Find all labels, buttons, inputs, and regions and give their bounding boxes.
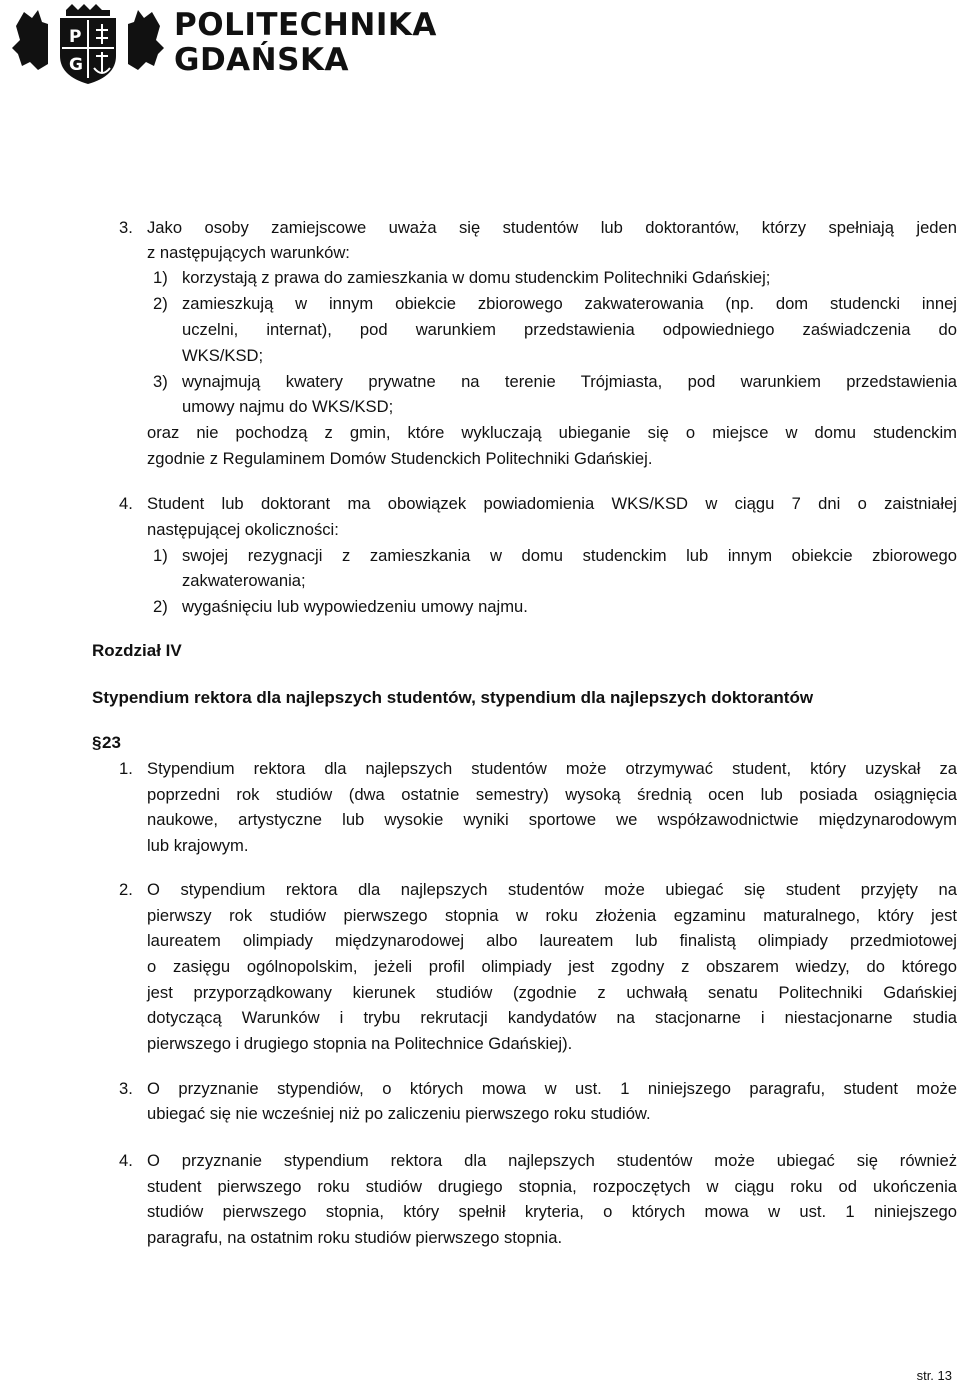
text-line: paragrafu, na ostatnim roku studiów pierwszego stopnia. [147, 1228, 563, 1247]
shield-letter-p: P [69, 27, 82, 47]
section-number: 3. [119, 218, 133, 237]
text-line: WKS/KSD; [182, 346, 264, 365]
text-line: student pierwszego roku studiów drugiego stopnia, rozpoczętych w ciągu roku od ukończenia [147, 1177, 957, 1196]
text-line: Stypendium rektora dla najlepszych studentów może otrzymywać student, który uzyskał za [147, 759, 957, 778]
text-line: z następujących warunków: [147, 243, 350, 262]
shield-letter-g: G [69, 55, 83, 75]
text-line: oraz nie pochodzą z gmin, które wykluczają ubieganie się o miejsce w domu studenckim [147, 423, 957, 442]
list-item-number: 2) [153, 597, 168, 616]
section-number: 2. [119, 880, 133, 899]
text-line: o zasięgu ogólnopolskim, jeżeli profil olimpiady jest zgodny z obszarem wiedzy, do którego [147, 957, 957, 976]
text-line: dotyczącą Warunków i trybu rekrutacji kandydatów na stacjonarne i niestacjonarne studia [147, 1008, 957, 1027]
text-line: poprzedni rok studiów (dwa ostatnie semestry) wysoką średnią ocen lub posiada osiągnięcia [147, 785, 957, 804]
text-line: O przyznanie stypendiów, o których mowa w ust. 1 niniejszego paragrafu, student może [147, 1079, 957, 1098]
paragraph-number: 23 [102, 733, 121, 752]
list-item-number: 2) [153, 294, 168, 313]
text-line: uczelni, internat), pod warunkiem przedstawienia odpowiedniego zaświadczenia do [182, 320, 957, 339]
section-number: 1. [119, 759, 133, 778]
text-line: jest przyporządkowany kierunek studiów (zgodnie z uchwałą senatu Politechniki Gdańskiej [147, 983, 957, 1002]
text-line: pierwszego i drugiego stopnia na Politechnice Gdańskiej). [147, 1034, 573, 1053]
text-line: wynajmują kwatery prywatne na terenie Trójmiasta, pod warunkiem przedstawienia [182, 372, 957, 391]
text-line: zgodnie z Regulaminem Domów Studenckich Politechniki Gdańskiej. [147, 449, 653, 468]
chapter-title: Stypendium rektora dla najlepszych studentów, stypendium dla najlepszych doktorantów [92, 688, 814, 707]
text-line: lub krajowym. [147, 836, 249, 855]
list-item-number: 3) [153, 372, 168, 391]
list-item-number: 1) [153, 546, 168, 565]
text-line: zakwaterowania; [182, 571, 306, 590]
text-line: następującej okoliczności: [147, 520, 339, 539]
section-sign-icon: § [92, 733, 102, 752]
text-line: swojej rezygnacji z zamieszkania w domu studenckim lub innym obiekcie zbiorowego [182, 546, 957, 565]
text-line: ubiegać się nie wcześniej niż po zaliczeniu pierwszego roku studiów. [147, 1104, 651, 1123]
text-line: naukowe, artystyczne lub wysokie wyniki sportowe we współzawodnictwie międzynarodowym [147, 810, 957, 829]
text-line: O przyznanie stypendium rektora dla najlepszych studentów może ubiegać się również [147, 1151, 957, 1170]
section-number: 4. [119, 1151, 133, 1170]
chapter-heading: Rozdział IV [92, 641, 182, 660]
text-line: Jako osoby zamiejscowe uważa się studentów lub doktorantów, którzy spełniają jeden [147, 218, 957, 237]
text-line: korzystają z prawa do zamieszkania w domu studenckim Politechniki Gdańskiej; [182, 268, 771, 287]
section-number: 4. [119, 494, 133, 513]
text-line: O stypendium rektora dla najlepszych studentów może ubiegać się student przyjęty na [147, 880, 957, 899]
section-number: 3. [119, 1079, 133, 1098]
university-logo [8, 4, 437, 84]
logo-line-2: GDAŃSKA [174, 42, 349, 78]
text-line: zamieszkują w innym obiekcie zbiorowego zakwaterowania (np. dom studencki innej [182, 294, 957, 313]
text-line: pierwszy rok studiów pierwszego stopnia w roku złożenia egzaminu maturalnego, który jest [147, 906, 957, 925]
logo-line-1: POLITECHNIKA [174, 7, 437, 43]
text-line: Student lub doktorant ma obowiązek powiadomienia WKS/KSD w ciągu 7 dni o zaistniałej [147, 494, 957, 513]
text-line: wygaśnięciu lub wypowiedzeniu umowy najmu. [182, 597, 528, 616]
text-line: umowy najmu do WKS/KSD; [182, 397, 394, 416]
page-number: str. 13 [916, 1368, 952, 1383]
crest-icon [8, 4, 168, 84]
paragraph-marker [92, 733, 121, 753]
text-line: laureatem olimpiady międzynarodowej albo laureatem lub finalistą olimpiady przedmiotowej [147, 931, 957, 950]
list-item-number: 1) [153, 268, 168, 287]
text-line: studiów pierwszego stopnia, który spełnił kryteria, o których mowa w ust. 1 niniejszego [147, 1202, 957, 1221]
